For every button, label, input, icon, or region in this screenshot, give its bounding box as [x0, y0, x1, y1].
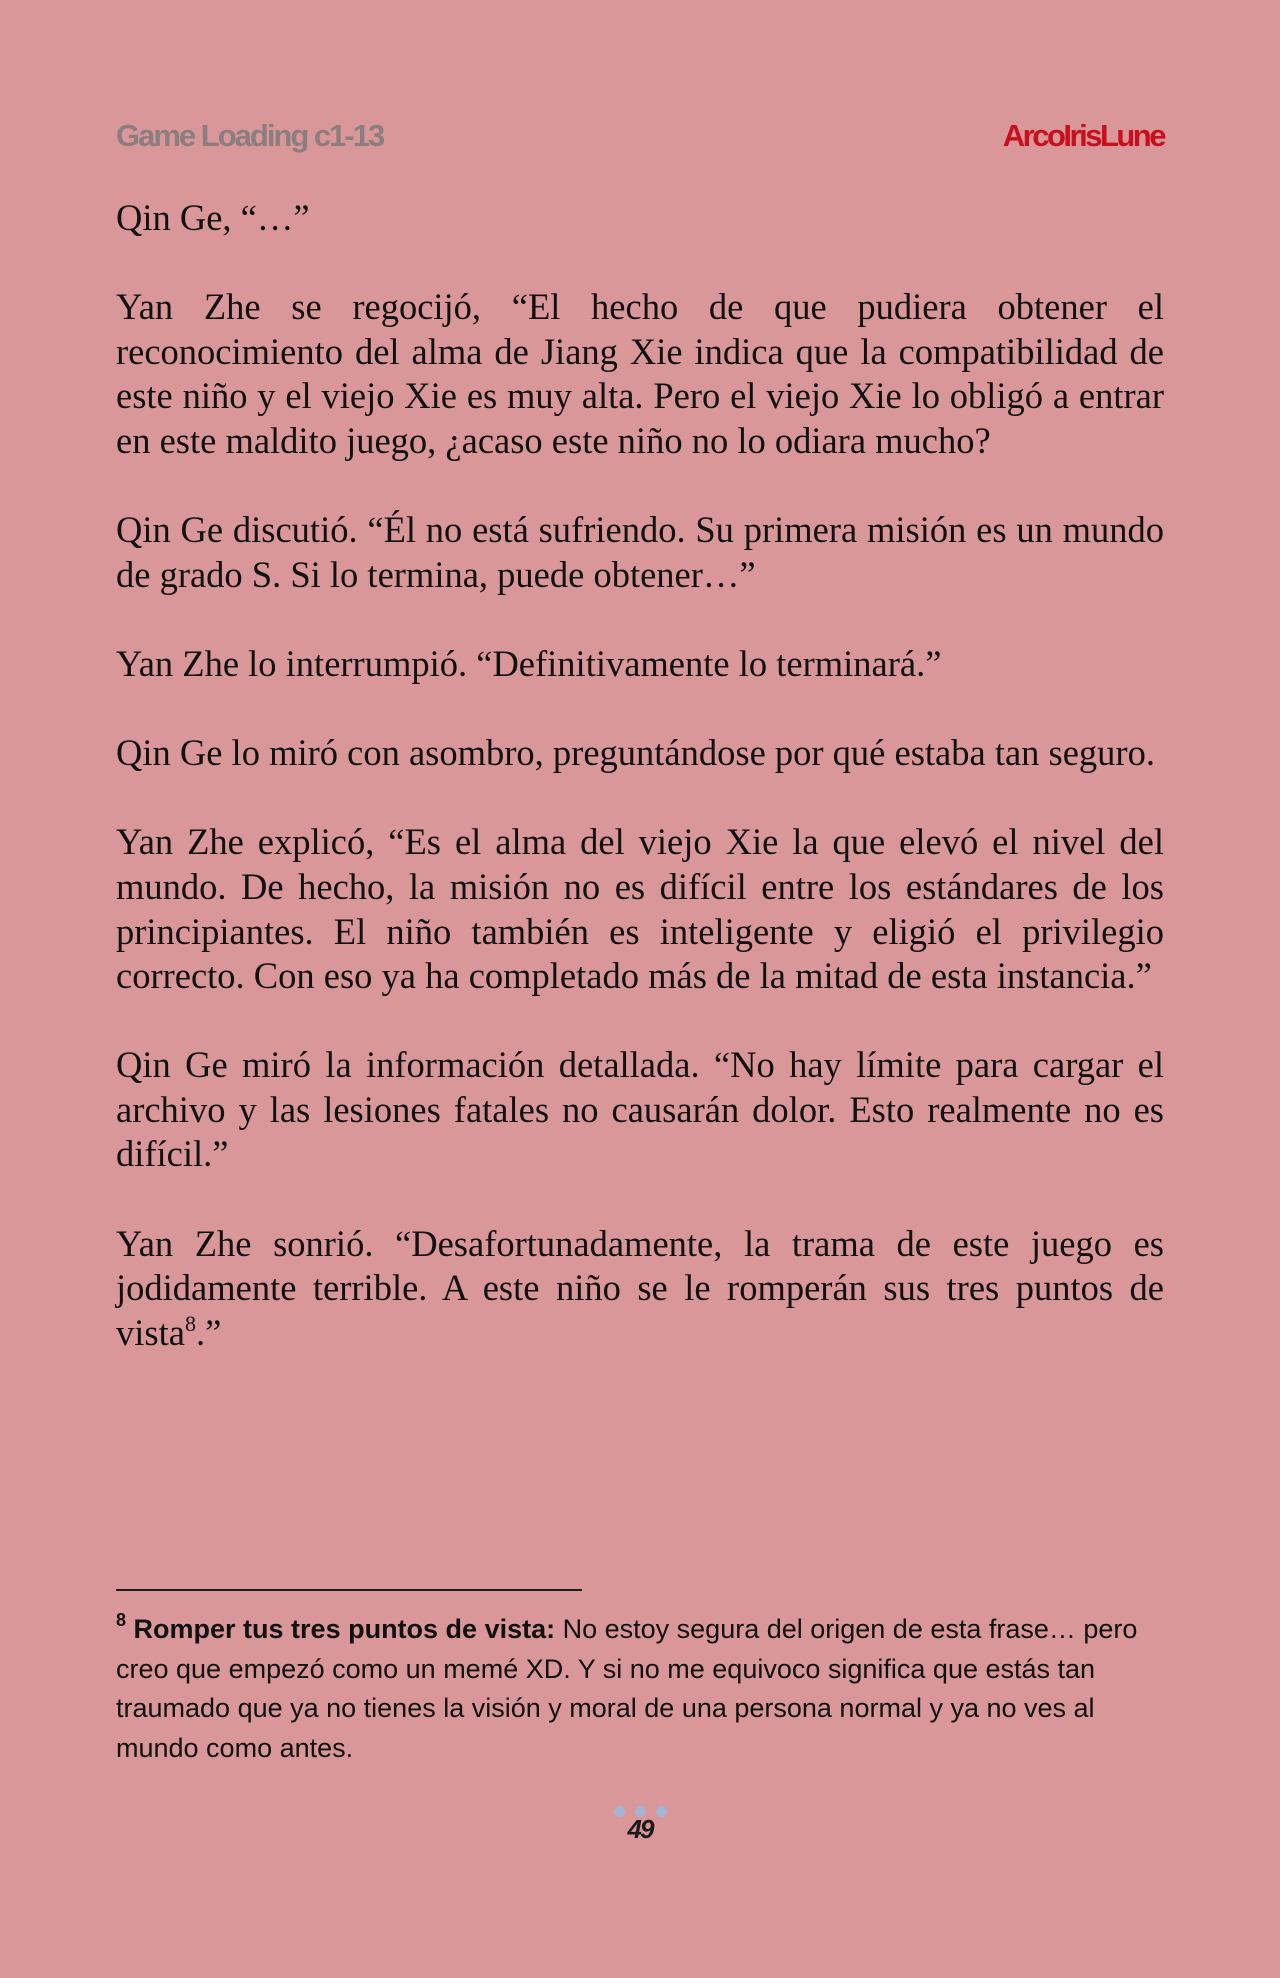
- paragraph-with-footnote: [116, 1222, 1164, 1356]
- footnote-reference[interactable]: 8: [184, 1310, 196, 1336]
- paragraph: Qin Ge discutió. “Él no está sufriendo. Su primera misión es un mundo de grado S. Si lo termina, puede obtener…”: [116, 509, 1164, 595]
- paragraph: Qin Ge miró la información detallada. “No hay límite para cargar el archivo y las lesiones fatales no causarán dolor. Esto realmente no es difícil.”: [116, 1044, 1164, 1175]
- footnote-number: 8: [116, 1610, 127, 1630]
- paragraph-text-end: .”: [195, 1311, 222, 1353]
- chapter-body: [116, 196, 1164, 1355]
- paragraph: Yan Zhe lo interrumpió. “Definitivamente lo terminará.”: [116, 642, 942, 684]
- paragraph: Qin Ge, “…”: [116, 197, 310, 238]
- footnote: [116, 1610, 1164, 1768]
- translator-name: ArcoIrisLune: [1002, 118, 1164, 153]
- footnote-divider: [116, 1589, 582, 1591]
- footnote-term: Romper tus tres puntos de vista:: [133, 1614, 556, 1644]
- footnote-text: No estoy segura del origen de esta frase… pero creo que empezó como un memé XD. Y si no me equivoco significa que estás tan traumado que ya no tienes la visión y moral de una persona normal y ya no ves al mundo como antes.: [116, 1614, 1138, 1763]
- paragraph: Yan Zhe se regocijó, “El hecho de que pudiera obtener el reconocimiento del alma de Jiang Xie indica que la compatibilidad de este niño y el viejo Xie es muy alta. Pero el viejo Xie lo obligó a entrar en este maldito juego, ¿acaso este niño no lo odiara mucho?: [116, 286, 1164, 461]
- paragraph: Yan Zhe explicó, “Es el alma del viejo Xie la que elevó el nivel del mundo. De hecho, la misión no es difícil entre los estándares de los principiantes. El niño también es inteligente y eligió el privilegio correcto. Con eso ya ha completado más de la mitad de esta instancia.”: [116, 821, 1164, 997]
- paragraph: Qin Ge lo miró con asombro, preguntándose por qué estaba tan seguro.: [116, 732, 1155, 774]
- paragraph-text: Yan Zhe sonrió. “Desafortunadamente, la trama de este juego es jodidamente terrible. A este niño se le romperán sus tres puntos de vista: [116, 1222, 1164, 1353]
- page-number: 49: [627, 1814, 653, 1844]
- book-title: Game Loading c1-13: [116, 118, 384, 153]
- page-header: [116, 118, 1164, 162]
